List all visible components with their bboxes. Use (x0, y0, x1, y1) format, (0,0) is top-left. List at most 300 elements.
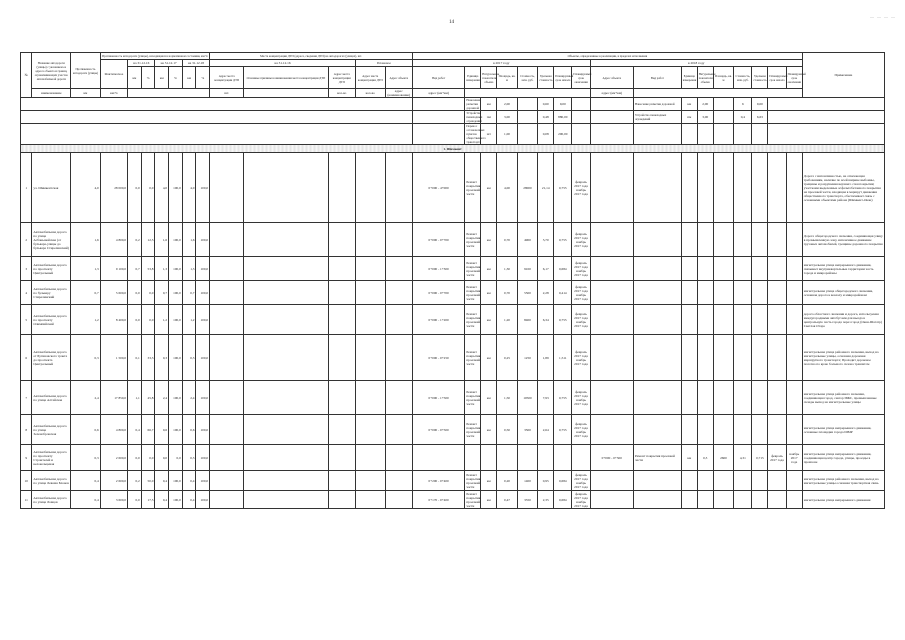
row-note: магистральная улица непрерывного движения, соединяющая центр города, улицы, проезды в промзоне (802, 445, 884, 471)
rta-causes (244, 445, 328, 471)
km-2016: 0,0 (128, 305, 142, 335)
dates-2017: февраль 2017 года ноябрь 2017 года (572, 257, 590, 281)
pct-2016: 45,8 (141, 381, 155, 415)
pct-2016: 0,0 (141, 153, 155, 223)
h-pct: % (196, 67, 210, 89)
pct-2018: 100,0 (196, 491, 210, 509)
unit-cost-2018 (752, 305, 768, 335)
extra-work-cost: 0,48 (538, 111, 554, 124)
volume-2018 (697, 223, 713, 257)
h-obj-addr18: Адрес объекта (590, 67, 633, 89)
rta-liq1 (328, 257, 355, 281)
object-2018 (590, 281, 633, 305)
object-2018 (590, 491, 633, 509)
unit-2017: км (481, 257, 497, 281)
row-note: магистральная улица непрерывного движения (802, 491, 884, 509)
h-addr-nom: адрес (наименование) (385, 89, 412, 98)
pct-2016: 66,7 (141, 415, 155, 445)
volume-2017 (497, 445, 518, 471)
end-2018 (786, 281, 802, 305)
blank-cell (517, 124, 538, 145)
extra-work-vol: 1,00 (497, 124, 518, 145)
pct-2018: 100,0 (196, 381, 210, 415)
col-road-name: Название автодороги (улицы) с указанием ее адреса объекта и границ, ограничивающих участок автомобильной дороги (32, 53, 71, 89)
extra-work-vol: 2,00 (497, 98, 518, 111)
rta-count (385, 415, 412, 445)
extra-2018-cost (734, 124, 752, 145)
road-length: 2,4 (71, 381, 101, 415)
rta-causes (244, 281, 328, 305)
rta-liq2 (355, 281, 385, 305)
object-2018 (590, 153, 633, 223)
extra-work-row (21, 98, 885, 111)
rta-causes (244, 223, 328, 257)
row-note: магистральная улица общегородского значения, основная дорога к вокзалу и микрорайонам (802, 281, 884, 305)
row-number: 10 (21, 471, 32, 491)
pct-2017: 100,0 (169, 153, 183, 223)
cost-2018 (734, 335, 752, 381)
h-addr-rta: Адрес места концентрации ДТП (210, 67, 244, 89)
pct-2016: 53,8 (141, 257, 155, 281)
row-note: магистральная улица районного значения, выход на магистральные улицы, основная дорожная маршрутного транспорта; Проходит дорожное полотно по краю большого склона транзитом (802, 335, 884, 381)
km-2017: 4,0 (155, 153, 169, 223)
pct-2016: 50,0 (141, 471, 155, 491)
volume-2017: 4,00 (497, 153, 518, 223)
pct-2017: 100,0 (169, 305, 183, 335)
h-vol: Натуральные показатели объема (481, 67, 497, 89)
rta-count (385, 381, 412, 415)
cost-2017: 6,34 (538, 305, 554, 335)
volume-2018 (697, 153, 713, 223)
road-area: 28 000,0 (100, 153, 127, 223)
km-2018: 1,6 (182, 223, 196, 257)
km-2018: 2,4 (182, 381, 196, 415)
work-2018 (633, 491, 681, 509)
dates-2017: февраль 2017 года ноябрь 2017 года (572, 381, 590, 415)
rta-count (385, 153, 412, 223)
cost-2018 (734, 153, 752, 223)
rta-count (385, 335, 412, 381)
volume-2017: 0,47 (497, 491, 518, 509)
unit-cost-2018 (752, 491, 768, 509)
row-number: 7 (21, 381, 32, 415)
object-2018 (590, 257, 633, 281)
km-2016: 0,0 (128, 445, 142, 471)
rta-liq2 (355, 445, 385, 471)
unit-2018 (681, 153, 697, 223)
unit-cost-2017: 0,755 (554, 153, 572, 223)
object-2017: 0+000 - 1+500 (412, 381, 464, 415)
h-count: кол-во (328, 89, 355, 98)
h-count: кол-во (355, 89, 385, 98)
unit-cost-2018 (752, 281, 768, 305)
volume-2017: 0,25 (497, 335, 518, 381)
road-name: Автомобильная дорога по улице Леваша Блоков (32, 471, 71, 491)
work-2018 (633, 415, 681, 445)
roads-table (20, 52, 885, 509)
corner-mark: — — — — (870, 14, 896, 19)
extra-work-unit: км (481, 98, 497, 111)
road-area: 1 500,0 (100, 335, 127, 381)
road-length: 0,6 (71, 415, 101, 445)
pct-2017: 100,0 (169, 335, 183, 381)
volume-2017: 1,50 (497, 381, 518, 415)
cost-2018 (734, 281, 752, 305)
km-2018: 0,3 (182, 445, 196, 471)
rta-liq1 (328, 223, 355, 257)
extra-2018-type: Нанесение разметки дорожной (633, 98, 681, 111)
object-2017: 0+200 - 0+400 (412, 471, 464, 491)
blank-cell (768, 111, 885, 124)
work-2017: Ремонт покрытия проезжей части (465, 223, 481, 257)
row-number: 4 (21, 281, 32, 305)
km-2018: 4,0 (182, 153, 196, 223)
table-row (21, 445, 885, 471)
row-note: магистральная улица непрерывного движения, основные площадки города ШМР (802, 415, 884, 445)
rta-count (385, 305, 412, 335)
unit-cost-2018 (752, 153, 768, 223)
end-2018 (786, 335, 802, 381)
h-area18: Площадь, кв. м (713, 67, 734, 89)
rta-liq1 (328, 381, 355, 415)
h-end: Планируемый срок окончания (572, 67, 590, 89)
row-number: 2 (21, 223, 32, 257)
object-2018 (590, 471, 633, 491)
road-length: 1,3 (71, 257, 101, 281)
km-2017: 0,6 (155, 415, 169, 445)
start-2018 (768, 305, 786, 335)
km-2018: 0,4 (182, 491, 196, 509)
end-2018 (786, 471, 802, 491)
rta-address (210, 335, 244, 381)
object-2017: 0+000 - 0+700 (412, 281, 464, 305)
unit-2017: км (481, 223, 497, 257)
unit-2017: км (481, 335, 497, 381)
volume-2018: 0,3 (697, 445, 713, 471)
unit-cost-2017: 0,684 (554, 491, 572, 509)
unit-2018 (681, 257, 697, 281)
unit-2018 (681, 471, 697, 491)
km-2016: 1,1 (128, 381, 142, 415)
km-2016: 0,0 (128, 281, 142, 305)
rta-causes (244, 153, 328, 223)
h-vol18: Натуральные показатели объема (697, 67, 713, 89)
table-row (21, 415, 885, 445)
cost-2018 (734, 415, 752, 445)
cost-2017: 0,95 (538, 471, 554, 491)
h-start: Планируемый срок начала (554, 67, 572, 89)
rta-address (210, 491, 244, 509)
unit-cost-2018 (752, 223, 768, 257)
road-name: Автомобильная дорога по улице Алтайская (32, 381, 71, 415)
pct-2017: 100,0 (169, 381, 183, 415)
row-note: магистральная улица непрерывного движения, связывает внутриквартальные территории часть города и микрорайоны (802, 257, 884, 281)
row-note: дорога областного значения и дорога, используемая междугородными автобусами для въезда в центральную часть города через город (Окан-Шагатр) Светлая Отара (802, 305, 884, 335)
unit-cost-2017: 0,755 (554, 305, 572, 335)
cost-2017 (538, 445, 554, 471)
pct-2017: 100,0 (169, 491, 183, 509)
volume-2017: 1,30 (497, 257, 518, 281)
km-2016: 0,1 (128, 335, 142, 381)
h-km: км (128, 67, 142, 89)
road-name: Автомобильная дорога по проспекту Центральный (32, 257, 71, 281)
rta-liq2 (355, 415, 385, 445)
start-2018 (768, 491, 786, 509)
table-row (21, 281, 885, 305)
extra-2018-type: Устройство пешеходных ограждений (633, 111, 681, 124)
area-2017: 9100 (517, 257, 538, 281)
cost-2018 (734, 381, 752, 415)
rta-address (210, 471, 244, 491)
rta-address (210, 445, 244, 471)
blank-cell (412, 98, 464, 111)
rta-address (210, 153, 244, 223)
h-cost: Стоимость, млн. руб. (517, 67, 538, 89)
road-length: 0,3 (71, 335, 101, 381)
object-2017: 0+000 - 0+700 (412, 223, 464, 257)
km-2017: 1,2 (155, 305, 169, 335)
cost-2018 (734, 257, 752, 281)
start-2018 (768, 415, 786, 445)
object-2017: 0+000 - 4+000 (412, 153, 464, 223)
work-2017: Ремонт покрытия проезжей части (465, 305, 481, 335)
km-2018: 0,6 (182, 415, 196, 445)
unit-2018 (681, 415, 697, 445)
area-2018 (713, 153, 734, 223)
object-2017: 0+170 - 0+400 (412, 491, 464, 509)
dates-2017: февраль 2017 года ноябрь 2017 года (572, 153, 590, 223)
rta-liq2 (355, 381, 385, 415)
h-cost18: Стоимость, млн. руб. (734, 67, 752, 89)
object-2017: 0+000 - 0+250 (412, 335, 464, 381)
row-note: магистральная улица районного значения, выход на магистральные улицы основная транспортная связь (802, 471, 884, 491)
blank-cell (21, 124, 413, 145)
km-2016: 0,7 (128, 257, 142, 281)
unit-2018 (681, 305, 697, 335)
unit-cost-2017: 0,684 (554, 257, 572, 281)
pct-2018: 100,0 (196, 305, 210, 335)
km-2018: 1,3 (182, 257, 196, 281)
road-area: 17 850,0 (100, 381, 127, 415)
row-number: 6 (21, 335, 32, 381)
work-2017: Ремонт покрытия проезжей части (465, 335, 481, 381)
rta-count (385, 471, 412, 491)
road-length: 0,3 (71, 445, 101, 471)
unit-cost-2017: 0,684 (554, 471, 572, 491)
rta-liq2 (355, 491, 385, 509)
col-by-date: на 31.12.16 (210, 60, 356, 67)
unit-2017: км (481, 381, 497, 415)
pct-2016: 0,0 (141, 281, 155, 305)
pct-2018: 100,0 (196, 257, 210, 281)
extra-2018-area (752, 124, 768, 145)
table-row (21, 471, 885, 491)
blank-cell (412, 111, 464, 124)
work-2017: Ремонт покрытия проезжей части (465, 257, 481, 281)
km-2018: 0,4 (182, 471, 196, 491)
km-2017: 0,4 (155, 471, 169, 491)
unit-2018 (681, 335, 697, 381)
cost-2017: 1,89 (538, 335, 554, 381)
work-2018: Ремонт покрытия проезжей части (633, 445, 681, 471)
area-2018 (713, 491, 734, 509)
h-end18: Планируемый срок окончания (786, 67, 802, 89)
cost-2017: 3,70 (538, 223, 554, 257)
row-note: Дорога общегородского значения, соединяющая улицу в промышленную зону, интенсивное движение грузовых автомобилей, трещины дорожного покрытия (802, 223, 884, 257)
work-2017: Ремонт покрытия проезжей части (465, 153, 481, 223)
km-2017: 2,4 (155, 381, 169, 415)
volume-2018 (697, 305, 713, 335)
pct-2017: 100,0 (169, 415, 183, 445)
work-2017: Ремонт покрытия проезжей части (466, 491, 481, 508)
h-km: км (182, 67, 196, 89)
unit-2018 (681, 381, 697, 415)
extra-work-cost: 0,08 (538, 124, 554, 145)
road-area: 9 100,0 (100, 257, 127, 281)
km-2017: 1,6 (155, 223, 169, 257)
rta-address (210, 223, 244, 257)
col-d3: на 31.12.18 (182, 60, 209, 67)
unit-cost-2018 (752, 471, 768, 491)
work-2018 (633, 257, 681, 281)
start-2018 (768, 153, 786, 223)
rta-causes (244, 335, 328, 381)
rta-count (385, 491, 412, 509)
table-row (21, 491, 885, 509)
rta-liq1 (328, 281, 355, 305)
road-name: Автомобильная дорога по проспекту Олимпийский (32, 305, 71, 335)
unit-2018 (681, 223, 697, 257)
area-2018 (713, 381, 734, 415)
pct-2016: 12,5 (141, 223, 155, 257)
unit-2017: км (481, 305, 497, 335)
col-note: Примечание (802, 53, 884, 98)
area-2018 (713, 415, 734, 445)
km-2018: 0,3 (182, 335, 196, 381)
unit-2017 (481, 445, 497, 471)
unit-cost-2018 (752, 335, 768, 381)
object-2018: 0+000 - 0+300 (590, 445, 633, 471)
area-2017: 3500 (517, 415, 538, 445)
road-length: 0,4 (71, 491, 101, 509)
end-2018 (786, 153, 802, 223)
object-2017: 0+000 - 1+300 (412, 257, 464, 281)
h-work: Вид работ (412, 67, 464, 89)
object-2018 (590, 305, 633, 335)
road-name: Автомобильная дорога по проспекту Строителей и велокольцевая (32, 445, 71, 471)
extra-work-area: 880,00 (554, 111, 572, 124)
extra-2018-unit: км (681, 98, 697, 111)
cost-2018 (734, 223, 752, 257)
dates-2017: февраль 2017 года ноябрь 2017 года (572, 491, 590, 509)
road-name: Автомобильная дорога по улице Зеленобровская (32, 415, 71, 445)
road-name: ул. Шимкентская (32, 153, 71, 223)
col-planned: Плановое (355, 60, 412, 67)
road-name: Автомобильная дорога по улице Ловцов (32, 491, 71, 509)
cost-2017: 7,93 (538, 381, 554, 415)
road-area: 5 600,0 (100, 281, 127, 305)
extra-work-type: Устройство пешеходных ограждений (466, 111, 483, 123)
h-obj-addr: Адрес объекта (385, 67, 412, 89)
rta-count (385, 223, 412, 257)
rta-count (385, 257, 412, 281)
end-2018 (786, 381, 802, 415)
dates-2017: февраль 2017 года ноябрь 2017 года (572, 305, 590, 335)
area-2017: 4900 (517, 223, 538, 257)
cost-2017: 2,35 (538, 491, 554, 509)
km-2016: 0,2 (128, 223, 142, 257)
rta-causes (244, 305, 328, 335)
unit-cost-2018 (752, 257, 768, 281)
extra-2018-type (633, 124, 681, 145)
pct-2016: 33,3 (141, 335, 155, 381)
blank-cell (713, 111, 734, 124)
row-number: 11 (21, 491, 32, 509)
volume-2018 (697, 491, 713, 509)
unit-cost-2017: 0,755 (554, 223, 572, 257)
road-area: 3 600,0 (100, 491, 127, 509)
h-kmpct: км/% (100, 89, 127, 98)
road-length: 0,4 (71, 471, 101, 491)
dates-2017: февраль 2017 года ноябрь 2017 года (572, 223, 590, 257)
blank-cell (572, 111, 590, 124)
work-2018 (633, 281, 681, 305)
area-2017 (517, 445, 538, 471)
rta-address (210, 305, 244, 335)
h-uc18: Удельная стоимость (752, 67, 768, 89)
blank-cell (21, 111, 413, 124)
h-work18: Вид работ (633, 67, 681, 89)
h-unit: Единица измерения (465, 67, 481, 89)
volume-2017: 0,20 (497, 471, 518, 491)
rta-liq2 (355, 153, 385, 223)
cost-2017: 2,28 (538, 281, 554, 305)
km-2016: 0,0 (128, 153, 142, 223)
cost-2018 (734, 471, 752, 491)
unit-2018 (681, 491, 697, 509)
pct-2018: 100,0 (196, 335, 210, 381)
pct-2018: 100,0 (196, 223, 210, 257)
end-2018 (786, 257, 802, 281)
unit-2017: км (481, 281, 497, 305)
blank-cell (713, 124, 734, 145)
h-pieces: шт. (210, 89, 244, 98)
col-normative: Протяженность автодороги (улицы), находящаяся в нормативном состоянии, км/% (102, 54, 208, 58)
km-2017: 0,4 (155, 491, 169, 509)
cost-2018: 4,31 (734, 445, 752, 471)
work-2018 (633, 153, 681, 223)
km-2017: 1,3 (155, 257, 169, 281)
unit-2017: км (481, 491, 497, 509)
cost-2017: 6,17 (538, 257, 554, 281)
blank-cell (590, 111, 633, 124)
rta-liq1 (328, 415, 355, 445)
pct-2018: 100,0 (196, 281, 210, 305)
row-number: 3 (21, 257, 32, 281)
extra-work-type: Нанесение разметки дорожной (466, 98, 481, 110)
area-2017: 3350 (517, 491, 538, 509)
rta-liq2 (355, 257, 385, 281)
km-2018: 1,2 (182, 305, 196, 335)
table-row (21, 305, 885, 335)
extra-2018-area: 9,00 (752, 98, 768, 111)
h-name: наименование (32, 89, 71, 98)
rta-liq1 (328, 491, 355, 509)
rta-liq1 (328, 445, 355, 471)
area-2017: 8400 (517, 305, 538, 335)
rta-liq2 (355, 335, 385, 381)
rta-causes (244, 415, 328, 445)
